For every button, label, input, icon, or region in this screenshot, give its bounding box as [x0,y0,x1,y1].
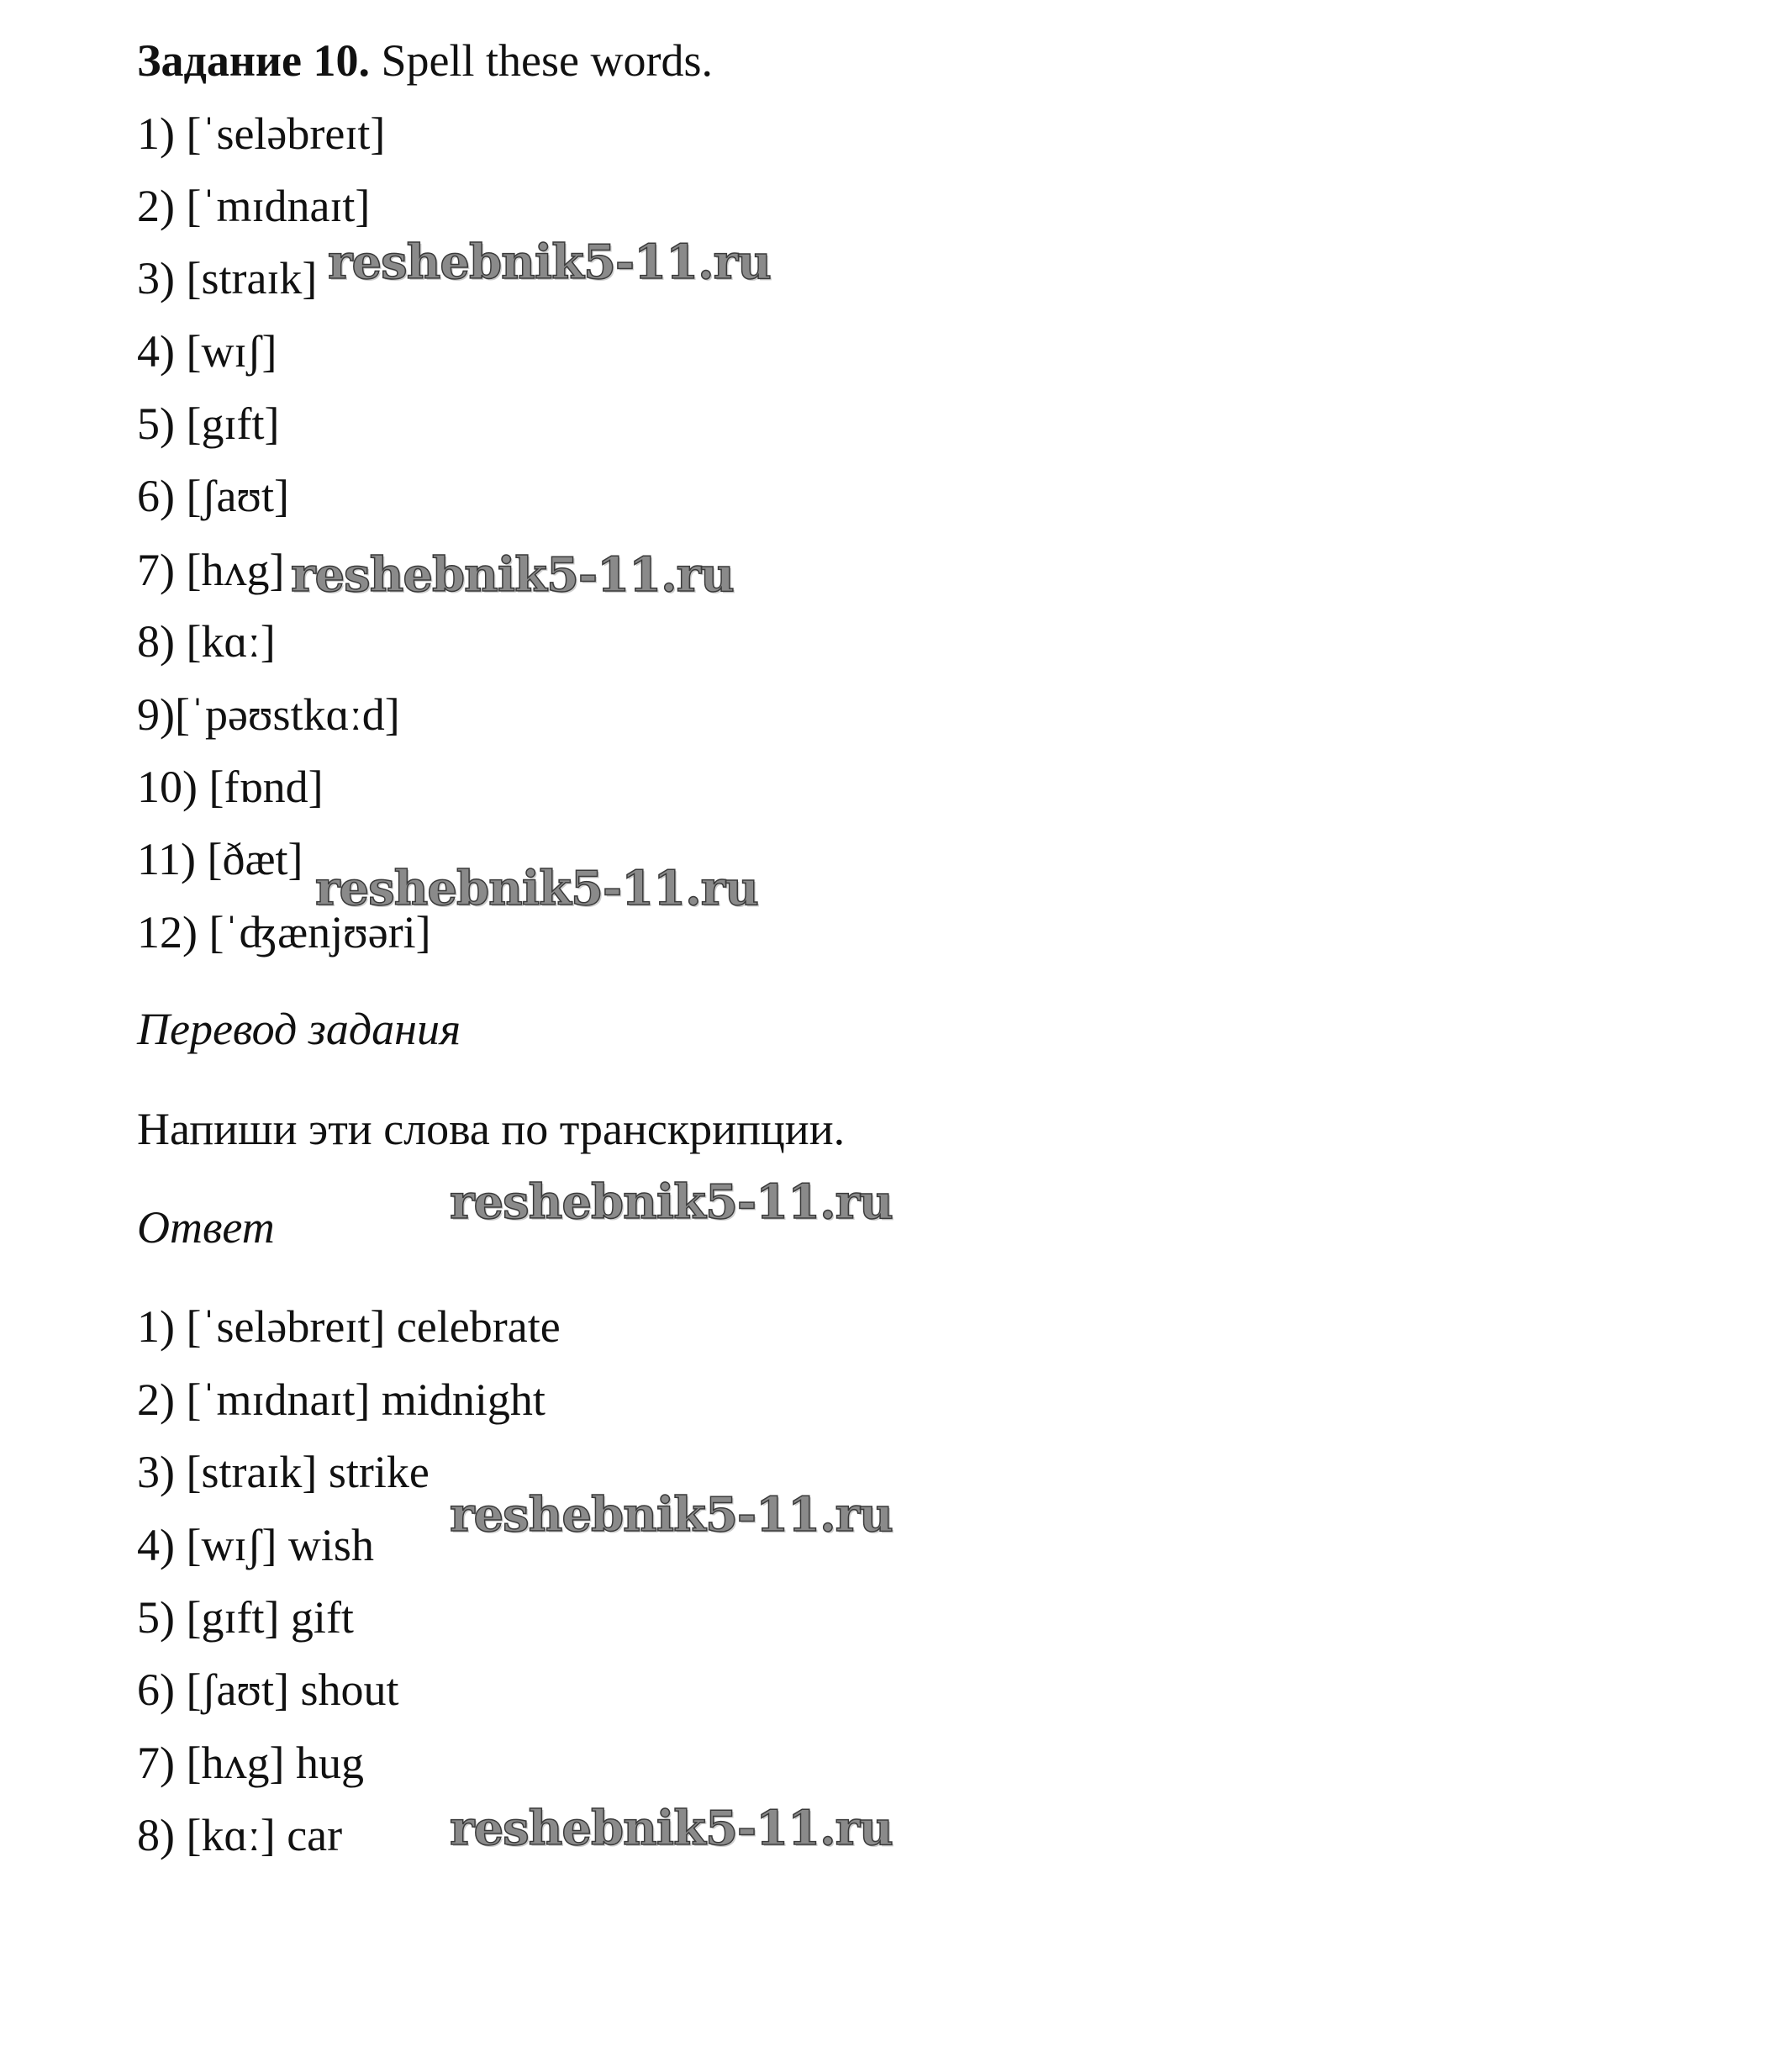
watermark: reshebnik5-11.ru [315,861,758,916]
watermark: reshebnik5-11.ru [291,547,734,603]
translation-heading: Перевод задания [137,1004,461,1054]
watermark: reshebnik5-11.ru [450,1174,893,1230]
task-item-10: 10) [fɒnd] [137,762,324,812]
task-label: Задание 10. [137,35,371,86]
task-item-4: 4) [wɪʃ] [137,326,277,377]
task-item-2: 2) [ˈmɪdnaɪt] [137,181,371,231]
watermark: reshebnik5-11.ru [328,235,771,290]
translation-text: Напиши эти слова по транскрипции. [137,1104,846,1154]
task-item-11: 11) [ðæt] [137,834,303,884]
answer-item-2: 2) [ˈmɪdnaɪt] midnight [137,1374,546,1425]
answer-item-4: 4) [wɪʃ] wish [137,1520,374,1570]
answer-item-1: 1) [ˈseləbreɪt] celebrate [137,1301,561,1352]
watermark: reshebnik5-11.ru [450,1801,893,1856]
task-title [137,34,713,87]
task-item-5: 5) [gɪft] [137,398,280,449]
answer-item-3: 3) [straɪk] strike [137,1447,430,1497]
task-item-7: 7) [hʌg] [137,545,285,595]
task-item-12: 12) [ˈʤænjʊəri] [137,907,431,958]
answer-item-7: 7) [hʌg] hug [137,1738,364,1788]
task-instruction: Spell these words. [381,35,713,86]
answer-item-5: 5) [gɪft] gift [137,1592,354,1643]
answer-item-8: 8) [kɑː] car [137,1810,343,1860]
task-item-9: 9)[ˈpəʊstkɑːd] [137,689,400,740]
answer-item-6: 6) [ʃaʊt] shout [137,1665,399,1715]
answer-heading: Ответ [137,1202,275,1253]
task-item-6: 6) [ʃaʊt] [137,471,290,521]
watermark: reshebnik5-11.ru [450,1487,893,1543]
task-item-8: 8) [kɑː] [137,616,276,667]
task-item-3: 3) [straɪk] [137,253,318,303]
task-item-1: 1) [ˈseləbreɪt] [137,108,386,159]
